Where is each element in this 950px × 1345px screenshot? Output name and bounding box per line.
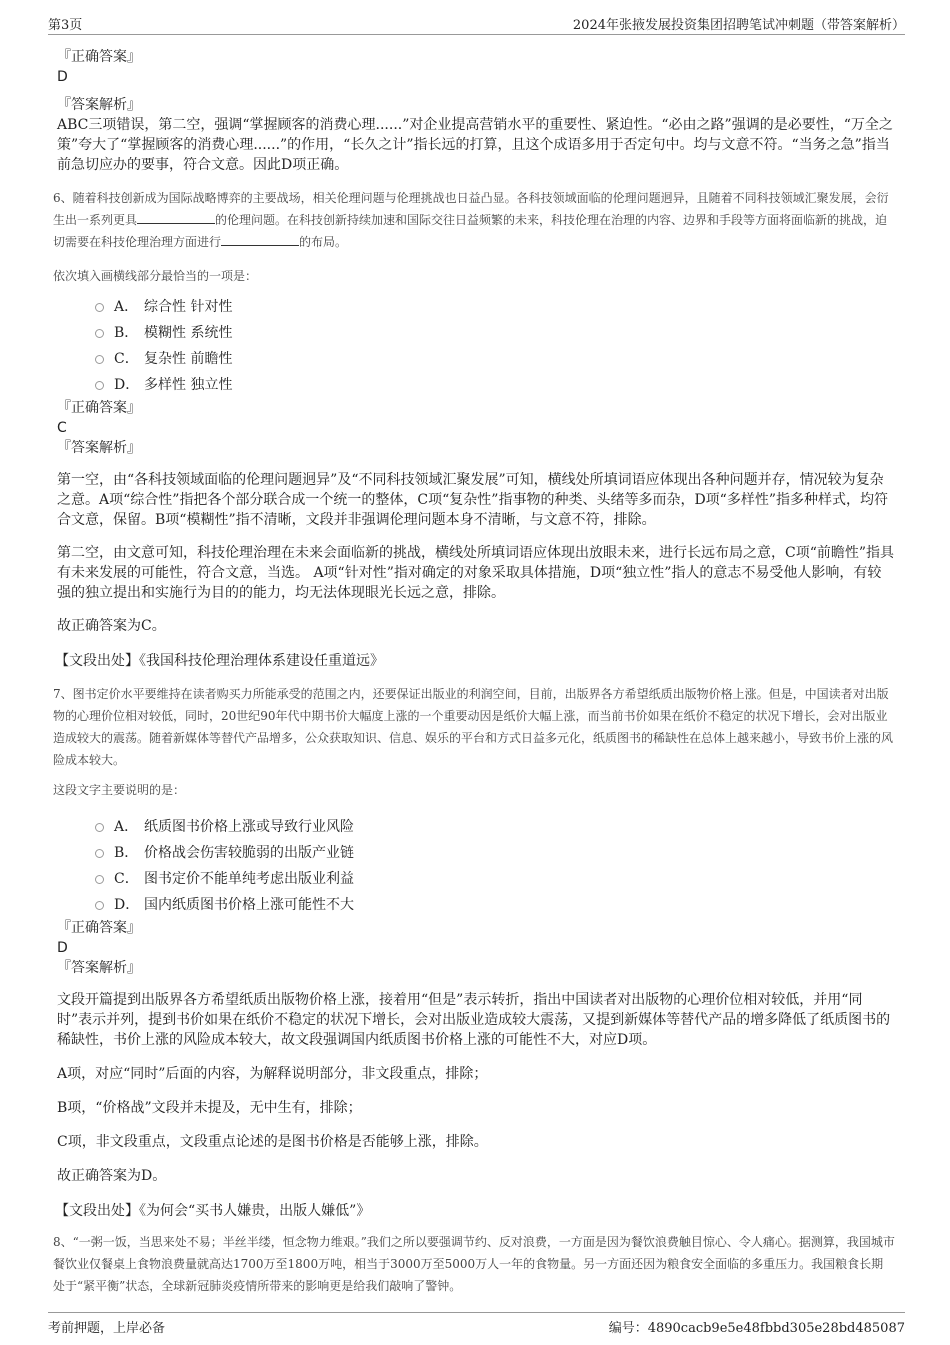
option-key: D． <box>114 377 140 393</box>
analysis-paragraph: C项，非文段重点，文段重点论述的是图书价格是否能够上涨，排除。 <box>57 1134 488 1150</box>
footer-slogan: 考前押题，上岸必备 <box>48 1321 166 1336</box>
radio-icon[interactable] <box>95 303 104 312</box>
q5-answer-block <box>57 47 895 175</box>
analysis-conclusion: 故正确答案为D。 <box>57 1168 167 1184</box>
option-a[interactable] <box>95 294 895 320</box>
option-c[interactable] <box>95 866 895 892</box>
page-number: 第3页 <box>48 18 83 33</box>
option-text: 价格战会伤害较脆弱的出版产业链 <box>144 845 354 861</box>
option-key: B． <box>114 845 139 861</box>
analysis-conclusion: 故正确答案为C。 <box>57 618 166 634</box>
option-text: 模糊性 系统性 <box>144 325 233 341</box>
option-text: 综合性 针对性 <box>144 299 233 315</box>
option-key: B． <box>114 325 139 341</box>
radio-icon[interactable] <box>95 381 104 390</box>
option-d[interactable] <box>95 892 895 918</box>
analysis-paragraph: B项，“价格战”文段并未提及，无中生有，排除； <box>57 1100 362 1116</box>
option-key: C． <box>114 351 139 367</box>
option-text: 纸质图书价格上涨或导致行业风险 <box>144 819 354 835</box>
stem-part-1: 6、随着科技创新成为国际战略博弈的主要战场，相关伦理问题与伦理挑战也日益凸显。各科技领域面临的伦理问题迥异，且随着不同科技领域汇聚发展，会衍生出一系列更具 <box>53 191 889 227</box>
option-d[interactable] <box>95 372 895 398</box>
analysis-label: 『答案解析』 <box>57 440 141 456</box>
document-title: 2024年张掖发展投资集团招聘笔试冲刺题（带答案解析） <box>572 18 905 33</box>
analysis-paragraph: A项，对应“同时”后面的内容，为解释说明部分，非文段重点，排除； <box>57 1066 488 1082</box>
question-7 <box>53 683 895 1221</box>
question-stem <box>53 187 895 253</box>
correct-answer: D <box>57 69 68 85</box>
page-content <box>53 40 895 1297</box>
stem-part-3: 的布局。 <box>299 235 348 249</box>
option-b[interactable] <box>95 320 895 346</box>
answer-label: 『正确答案』 <box>57 400 141 416</box>
radio-icon[interactable] <box>95 849 104 858</box>
stem-part-2: 的伦理问题。在科技创新持续加速和国际交往日益频繁的未来，科技伦理在治理的内容、边界和手段等方面将面临新的挑战，迫切需要在科技伦理治理方面进行 <box>53 213 888 249</box>
question-stem: 7、图书定价水平要维持在读者购买力所能承受的范围之内，还要保证出版业的利润空间，目前，出版界各方希望纸质出版物价格上涨。但是，中国读者对出版物的心理价位相对较低，同时，20世纪90年代中期书价大幅度上涨的一个重要动因是纸价大幅上涨，而当前书价如果在纸价不稳定的状况下增长，会对出版业造成较大的震荡。随着新媒体等替代产品增多，公众获取知识、信息、娱乐的平台和方式日益多元化，纸质图书的稀缺性在总体上越来越小，导致书价上涨的风险成本较大。 <box>53 687 894 767</box>
option-key: C． <box>114 871 139 887</box>
option-key: A． <box>114 819 139 835</box>
radio-icon[interactable] <box>95 355 104 364</box>
analysis-paragraph: 文段开篇提到出版界各方希望纸质出版物价格上涨，接着用“但是”表示转折，指出中国读者对出版物的心理价位相对较低，并用“同时”表示并列，提到书价如果在纸价不稳定的状况下增长，会对出版业造成较大震荡，又提到新媒体等替代产品的增多降低了纸质图书的稀缺性，书价上涨的风险成本较大，故文段强调国内纸质图书价格上涨的可能性不大，对应D项。 <box>57 992 891 1048</box>
option-text: 多样性 独立性 <box>144 377 233 393</box>
option-text: 国内纸质图书价格上涨可能性不大 <box>144 897 354 913</box>
option-text: 复杂性 前瞻性 <box>144 351 233 367</box>
option-c[interactable] <box>95 346 895 372</box>
analysis-label: 『答案解析』 <box>57 97 141 113</box>
page-footer <box>48 1312 905 1335</box>
correct-answer: D <box>57 940 68 956</box>
analysis-label: 『答案解析』 <box>57 960 141 976</box>
passage-source: 【文段出处】《为何会“买书人嫌贵，出版人嫌低”》 <box>55 1203 371 1219</box>
question-6 <box>53 187 895 671</box>
option-b[interactable] <box>95 840 895 866</box>
question-hint: 依次填入画横线部分最恰当的一项是： <box>53 269 258 283</box>
analysis-text: ABC三项错误，第二空，强调“掌握顾客的消费心理......”对企业提高营销水平的重要性、紧迫性。“必由之路”强调的是必要性，“万全之策”夸大了“掌握顾客的消费心理......”的作用，“长久之计”指长远的打算，且这个成语多用于否定句中。均与文意不符。“当务之急”指当前急切应办的要事，符合文意。因此D项正确。 <box>57 117 893 173</box>
question-8 <box>53 1231 895 1297</box>
options-list <box>57 814 895 918</box>
radio-icon[interactable] <box>95 329 104 338</box>
option-a[interactable] <box>95 814 895 840</box>
question-stem: 8、“一粥一饭，当思来处不易；半丝半缕，恒念物力维艰。”我们之所以要强调节约、反对浪费，一方面是因为餐饮浪费触目惊心、令人痛心。据测算，我国城市餐饮业仅餐桌上食物浪费量就高达1700万至1800万吨，相当于3000万至5000万人一年的食物量。另一方面还因为粮食安全面临的多重压力。我国粮食长期处于“紧平衡”状态，全球新冠肺炎疫情所带来的影响更是给我们敲响了警钟。 <box>53 1235 895 1293</box>
correct-answer: C <box>57 420 67 436</box>
answer-label: 『正确答案』 <box>57 920 141 936</box>
question-hint: 这段文字主要说明的是： <box>53 783 186 797</box>
answer-label: 『正确答案』 <box>57 49 141 65</box>
fill-blank <box>137 211 215 224</box>
fill-blank <box>221 233 299 246</box>
analysis-paragraph: 第二空，由文意可知，科技伦理治理在未来会面临新的挑战，横线处所填词语应体现出放眼未来，进行长远布局之意，C项“前瞻性”指具有未来发展的可能性，符合文意，当选。 A项“针对性”指对确定的对象采取具体措施，D项“独立性”指人的意志不易受他人影响，有较强的独立提出和实施行为目的的能力，均无法体现眼光长远之意，排除。 <box>57 545 895 601</box>
option-text: 图书定价不能单纯考虑出版业利益 <box>144 871 354 887</box>
option-key: A． <box>114 299 139 315</box>
radio-icon[interactable] <box>95 901 104 910</box>
passage-source: 【文段出处】《我国科技伦理治理体系建设任重道远》 <box>55 653 384 669</box>
document-id: 编号：4890cacb9e5e48fbbd305e28bd485087 <box>608 1321 905 1336</box>
radio-icon[interactable] <box>95 875 104 884</box>
radio-icon[interactable] <box>95 823 104 832</box>
page-header <box>48 14 905 35</box>
option-key: D． <box>114 897 140 913</box>
options-list <box>57 294 895 398</box>
analysis-paragraph: 第一空，由“各科技领域面临的伦理问题迥异”及“不同科技领域汇聚发展”可知，横线处所填词语应体现出各种问题并存，情况较为复杂之意。A项“综合性”指把各个部分联合成一个统一的整体，C项“复杂性”指事物的种类、头绪等多而杂，D项“多样性”指多种样式，均符合文意，保留。B项“模糊性”指不清晰，文段并非强调伦理问题本身不清晰，与文意不符，排除。 <box>57 472 888 528</box>
